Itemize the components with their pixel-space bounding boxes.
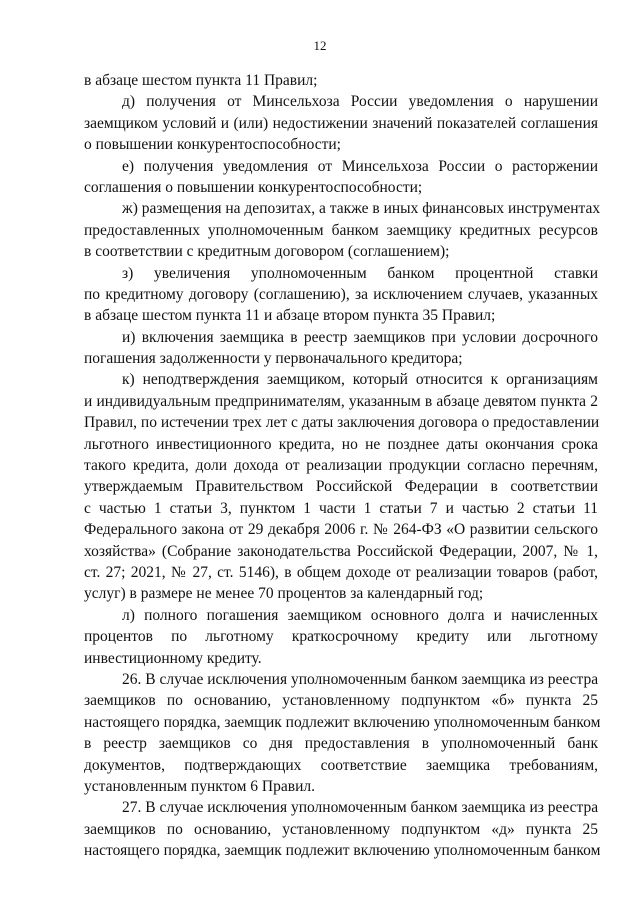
text-line: инвестиционному кредиту. xyxy=(84,649,262,667)
text-line: о повышении конкурентоспособности; xyxy=(84,136,341,154)
text-line: соглашения о повышении конкурентоспособности; xyxy=(84,178,423,196)
text-line: такого кредита, доли дохода от реализации продукции согласно перечням, xyxy=(84,457,598,475)
text-line: в соответствии с кредитным договором (соглашением); xyxy=(84,243,450,261)
text-line: утверждаемым Правительством Российской Федерации в соответствии xyxy=(84,478,598,496)
text-line: льготного инвестиционного кредита, но не позднее даты окончания срока xyxy=(84,435,598,453)
text-line: документов, подтверждающих соответствие заемщика требованиям, xyxy=(84,756,598,774)
text-line: з) увеличения уполномоченным банком процентной ставки xyxy=(122,264,598,282)
text-line: Федерального закона от 29 декабря 2006 г. № 264-ФЗ «О развитии сельского xyxy=(84,521,598,539)
text-line: услуг) в размере не менее 70 процентов за календарный год; xyxy=(84,585,484,603)
text-line: 27. В случае исключения уполномоченным банком заемщика из реестра xyxy=(122,799,599,817)
text-line: к) неподтверждения заемщиком, который относится к организациям xyxy=(122,371,598,389)
text-line: в абзаце шестом пункта 11 Правил; xyxy=(84,72,318,89)
text-line: ж) размещения на депозитах, а также в иных финансовых инструментах xyxy=(122,200,601,218)
text-line: с частью 1 статьи 3, пунктом 1 части 1 статьи 7 и частью 2 статьи 11 xyxy=(84,499,598,517)
text-line: е) получения уведомления от Минсельхоза России о расторжении xyxy=(122,157,598,175)
text-line: 26. В случае исключения уполномоченным банком заемщика из реестра xyxy=(122,670,599,688)
text-line: заемщиков по основанию, установленному подпунктом «б» пункта 25 xyxy=(84,692,598,710)
text-line: настоящего порядка, заемщик подлежит включению уполномоченным банком xyxy=(84,713,601,731)
text-line: хозяйства» (Собрание законодательства Российской Федерации, 2007, № 1, xyxy=(84,542,598,560)
text-line: установленным пунктом 6 Правил. xyxy=(84,777,315,795)
text-line: настоящего порядка, заемщик подлежит включению уполномоченным банком xyxy=(84,842,601,860)
document-body xyxy=(84,70,601,861)
text-line: и) включения заемщика в реестр заемщиков при условии досрочного xyxy=(122,328,598,346)
text-line: в абзаце шестом пункта 11 и абзаце втором пункта 35 Правил; xyxy=(84,307,496,325)
text-line: д) получения от Минсельхоза России уведомления о нарушении xyxy=(122,93,598,111)
text-line: заемщиков по основанию, установленному подпунктом «д» пункта 25 xyxy=(84,820,598,838)
text-line: в реестр заемщиков со дня предоставления в уполномоченный банк xyxy=(84,735,598,753)
text-line: л) полного погашения заемщиком основного долга и начисленных xyxy=(122,606,598,624)
text-line: Правил, по истечении трех лет с даты заключения договора о предоставлении xyxy=(84,414,600,432)
text-line: и индивидуальным предпринимателям, указанным в абзаце девятом пункта 2 xyxy=(84,392,598,410)
page-number: 12 xyxy=(313,38,327,53)
text-line: ст. 27; 2021, № 27, ст. 5146), в общем доходе от реализации товаров (работ, xyxy=(84,563,598,581)
text-line: предоставленных уполномоченным банком заемщику кредитных ресурсов xyxy=(84,221,598,239)
text-line: заемщиком условий и (или) недостижении значений показателей соглашения xyxy=(84,114,598,132)
text-line: процентов по льготному краткосрочному кредиту или льготному xyxy=(84,628,598,646)
text-line: погашения задолженности у первоначального кредитора; xyxy=(84,350,463,368)
text-line: по кредитному договору (соглашению), за исключением случаев, указанных xyxy=(84,285,598,303)
